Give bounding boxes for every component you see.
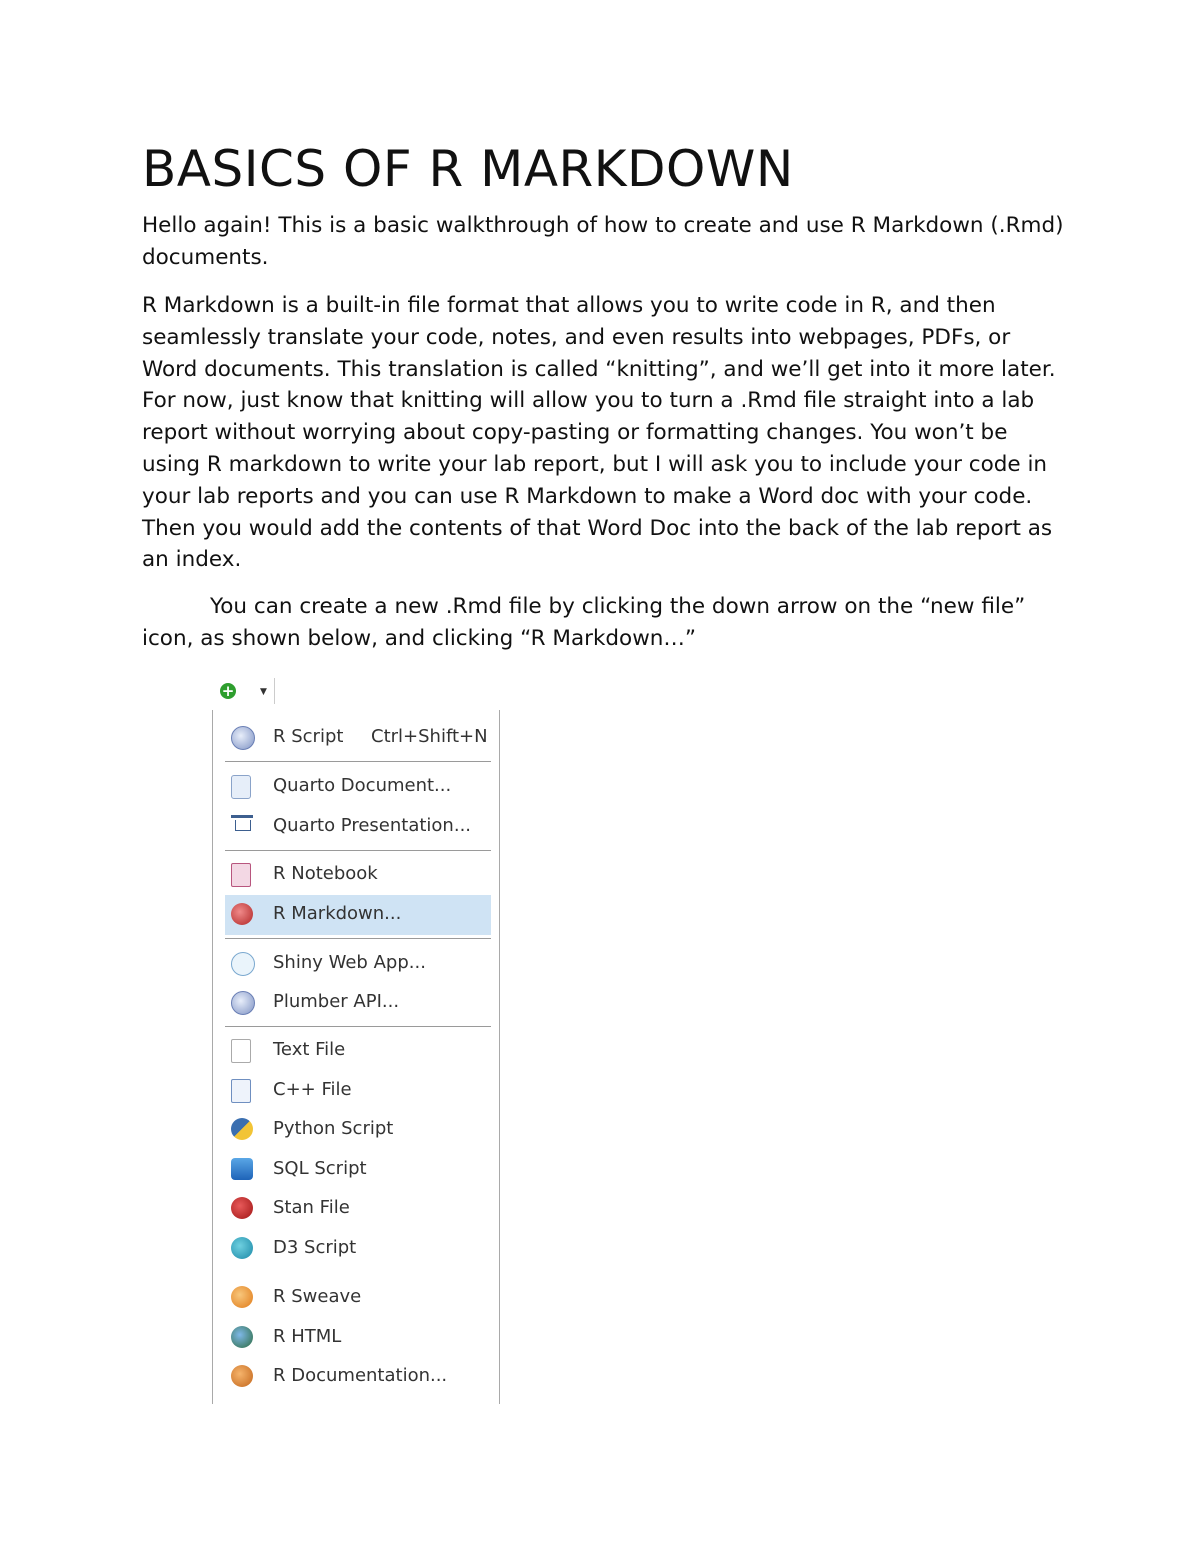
menu-item-label: R HTML <box>273 1326 342 1347</box>
menu-item-label: Quarto Document... <box>273 775 452 796</box>
quarto-presentation-icon <box>231 815 253 840</box>
menu-item-r-sweave[interactable] <box>225 1278 491 1316</box>
r-sweave-icon <box>231 1286 253 1308</box>
menu-item-label: R Script <box>273 726 344 747</box>
cpp-file-icon <box>231 1079 251 1103</box>
r-markdown-icon <box>231 903 253 925</box>
r-documentation-icon <box>231 1365 253 1387</box>
menu-item-r-markdown[interactable] <box>225 895 491 935</box>
menu-item-quarto-document[interactable] <box>225 767 491 805</box>
menu-item-r-notebook[interactable] <box>225 855 491 893</box>
menu-item-text-file[interactable] <box>225 1031 491 1069</box>
menu-item-quarto-presentation[interactable] <box>225 807 491 845</box>
new-file-dropdown-menu <box>212 710 500 1404</box>
menu-item-label: SQL Script <box>273 1158 367 1179</box>
intro-paragraph: Hello again! This is a basic walkthrough of how to create and use R Markdown (.Rmd) documents. <box>142 213 1064 270</box>
menu-item-r-documentation[interactable] <box>225 1357 491 1395</box>
menu-item-label: Quarto Presentation... <box>273 815 472 836</box>
menu-item-d3-script[interactable] <box>225 1229 491 1267</box>
menu-item-label: Shiny Web App... <box>273 952 426 973</box>
r-notebook-icon <box>231 863 251 887</box>
menu-item-r-html[interactable] <box>225 1318 491 1356</box>
menu-item-label: Text File <box>273 1039 346 1060</box>
text-file-icon <box>231 1039 251 1063</box>
quarto-document-icon <box>231 775 251 799</box>
menu-item-shiny-web-app[interactable] <box>225 944 491 982</box>
menu-item-plumber-api[interactable] <box>225 983 491 1021</box>
menu-item-label: R Markdown... <box>273 903 402 924</box>
plus-circle-icon[interactable]: + <box>221 682 235 700</box>
instruction-paragraph: You can create a new .Rmd file by clicking the down arrow on the “new file” icon, as shown below, and clicking “R Markdown…” <box>142 594 1026 651</box>
menu-separator <box>225 761 491 762</box>
plumber-icon <box>231 991 255 1015</box>
r-html-icon <box>231 1326 253 1348</box>
menu-item-r-script[interactable] <box>225 718 491 756</box>
body-paragraph: R Markdown is a built-in file format that allows you to write code in R, and then seamlessly translate your code, notes, and even results into webpages, PDFs, or Word documents. This translation is called “knitting”, and we’ll get into it more later. For now, just know that knitting will allow you to turn a .Rmd file straight into a lab report without worrying about copy-pasting or formatting changes. You won’t be using R markdown to write your lab report, but I will ask you to include your code in your lab reports and you can use R Markdown to make a Word doc with your code. Then you would add the contents of that Word Doc into the back of the lab report as an index. <box>142 293 1056 573</box>
menu-item-label: Stan File <box>273 1197 350 1218</box>
menu-item-label: R Documentation... <box>273 1365 448 1386</box>
menu-item-label: D3 Script <box>273 1237 357 1258</box>
caret-down-icon[interactable]: ▼ <box>260 687 267 697</box>
python-icon <box>231 1118 253 1140</box>
toolbar-divider <box>274 678 275 704</box>
menu-item-shortcut: Ctrl+Shift+N <box>371 726 488 747</box>
menu-separator <box>225 850 491 851</box>
menu-item-label: R Notebook <box>273 863 378 884</box>
menu-separator <box>225 1026 491 1027</box>
shiny-icon <box>231 952 255 976</box>
menu-item-label: Python Script <box>273 1118 394 1139</box>
r-script-icon <box>231 726 255 750</box>
document-title: BASICS OF R MARKDOWN <box>142 140 794 198</box>
sql-icon <box>231 1158 253 1180</box>
new-file-toolbar <box>212 674 276 706</box>
d3-icon <box>231 1237 253 1259</box>
menu-item-sql-script[interactable] <box>225 1150 491 1188</box>
stan-icon <box>231 1197 253 1219</box>
menu-item-python-script[interactable] <box>225 1110 491 1148</box>
menu-item-stan-file[interactable] <box>225 1189 491 1227</box>
menu-item-cpp-file[interactable] <box>225 1071 491 1109</box>
menu-item-label: C++ File <box>273 1079 352 1100</box>
new-file-menu-screenshot <box>212 674 502 1404</box>
menu-item-label: Plumber API... <box>273 991 400 1012</box>
menu-separator <box>225 938 491 939</box>
menu-item-label: R Sweave <box>273 1286 362 1307</box>
